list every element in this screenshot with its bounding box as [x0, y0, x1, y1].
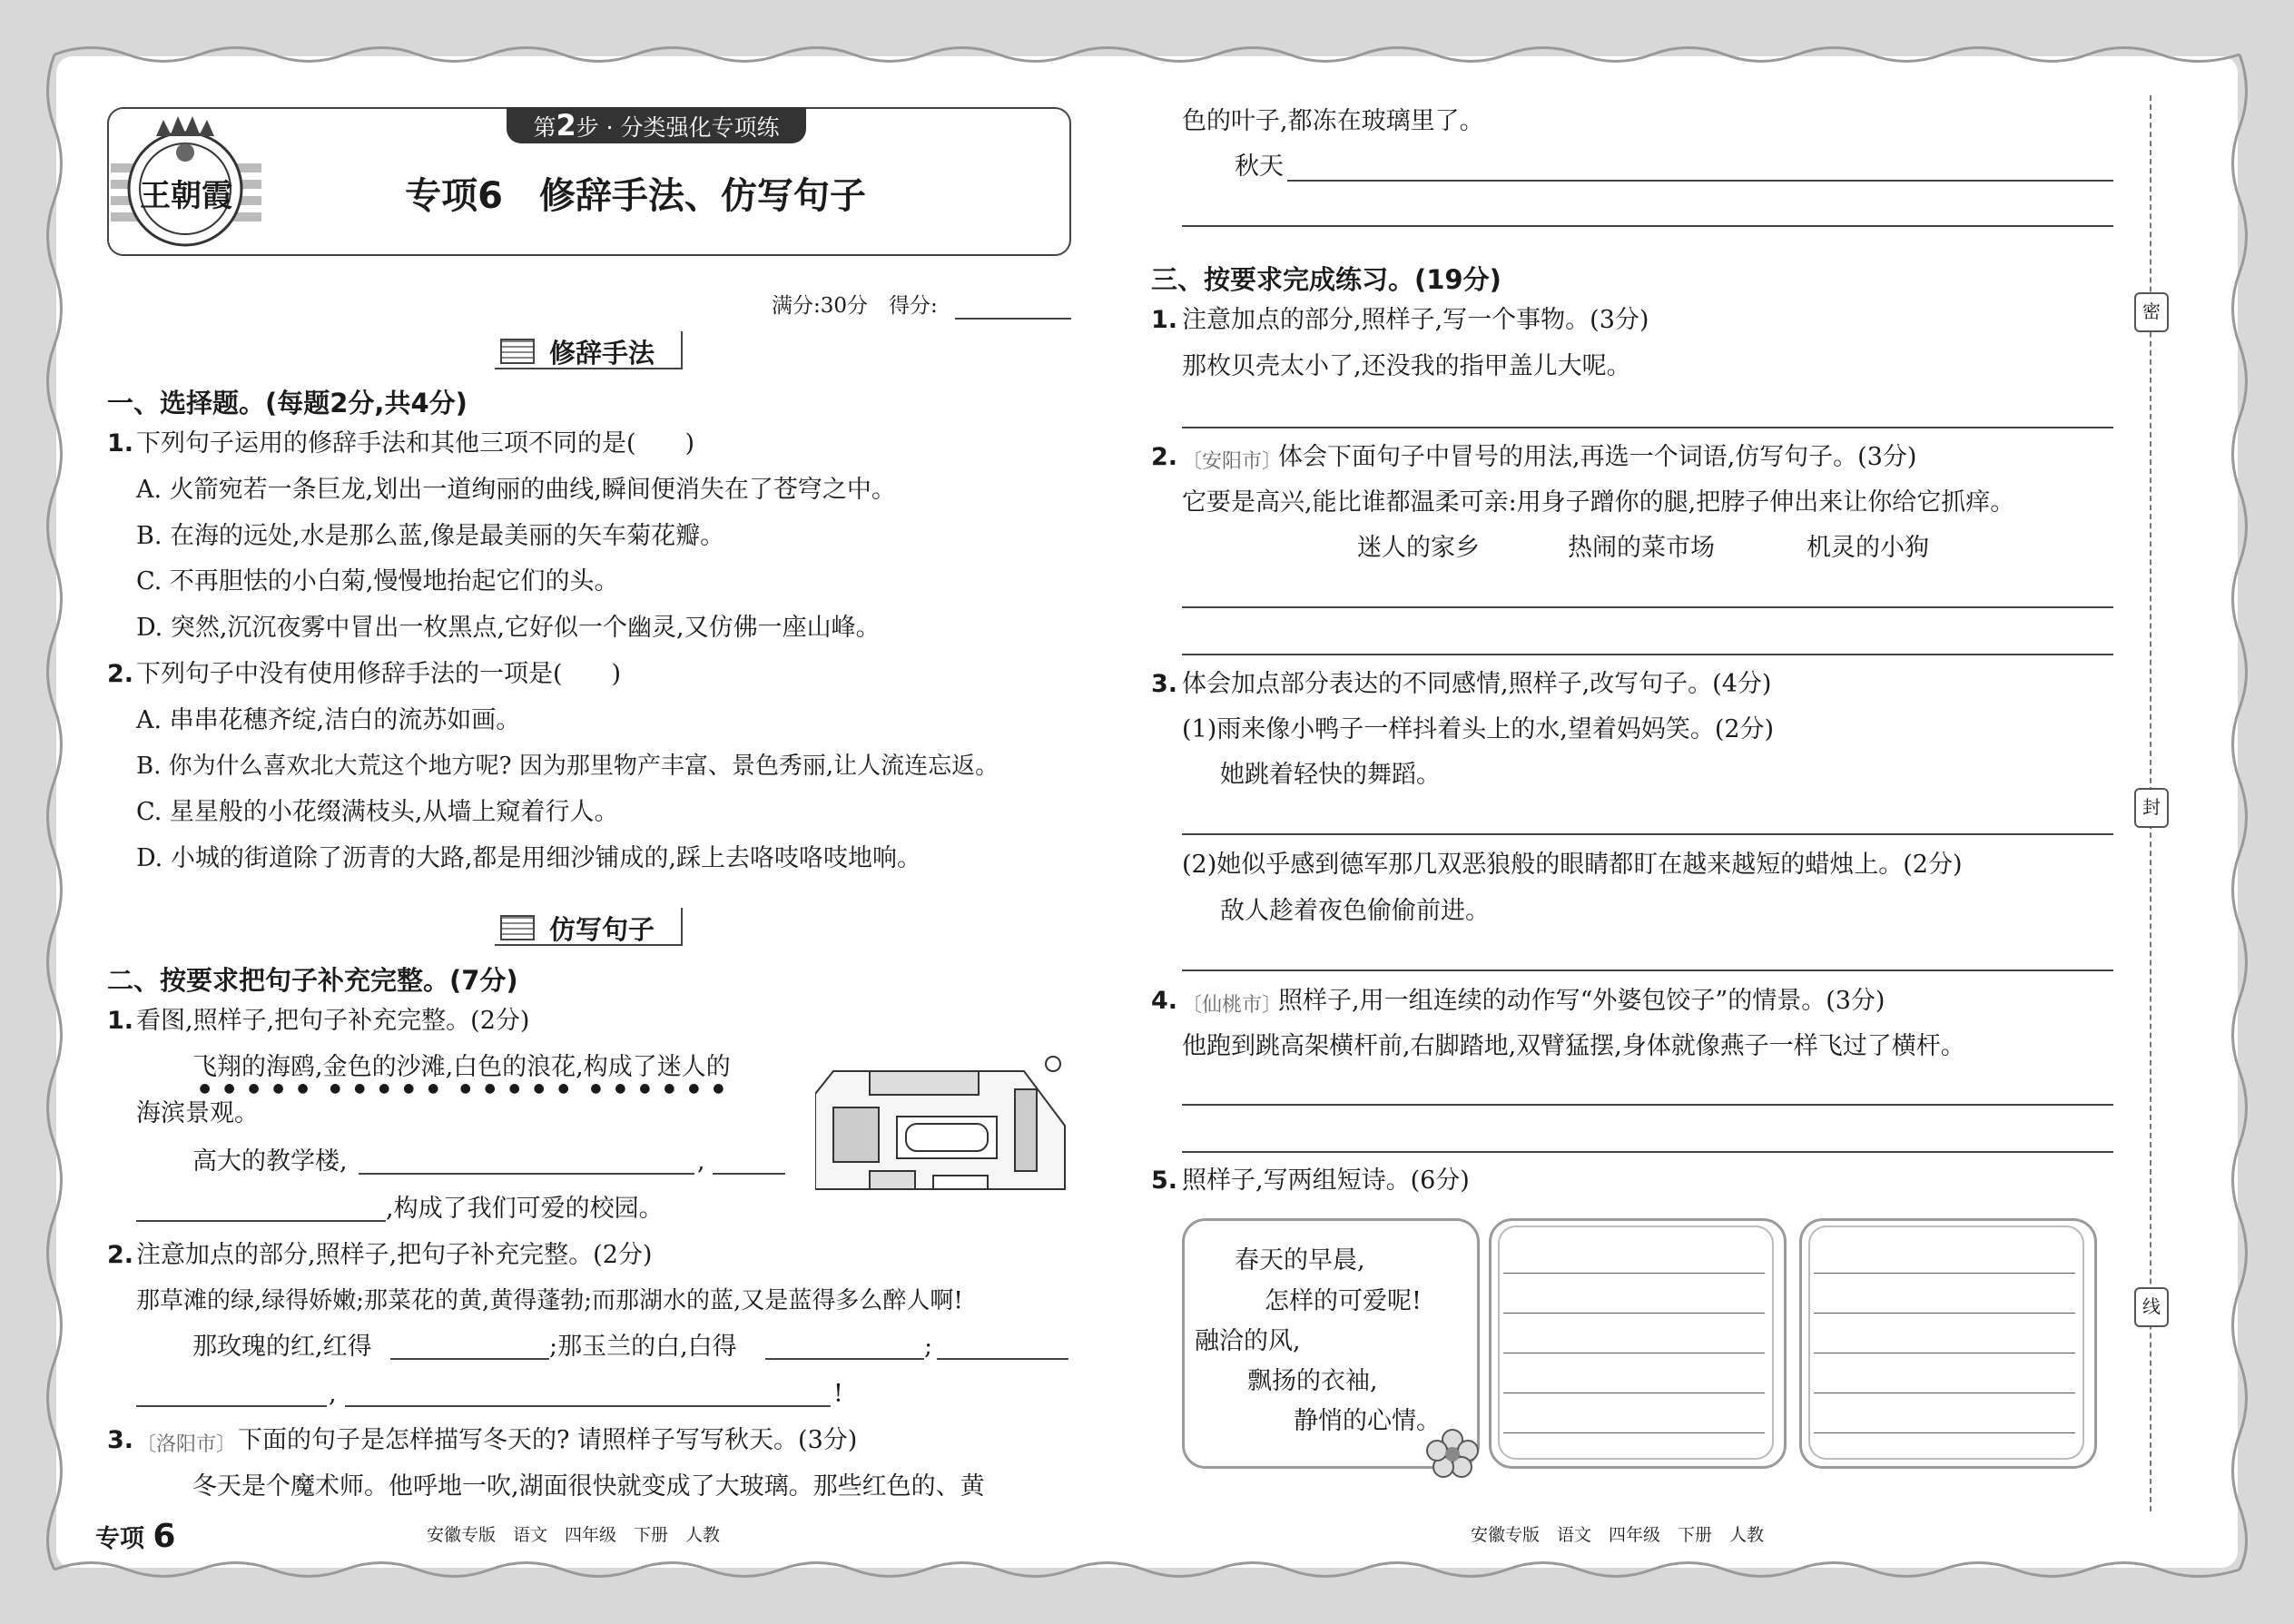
answer2-line-5[interactable] [1814, 1432, 2075, 1433]
r5-number: 5. [1151, 1166, 1178, 1195]
campus-illustration [815, 1053, 1071, 1194]
autumn-blank-2[interactable] [1182, 225, 2113, 227]
score-label: 满分:30分 得分: [772, 294, 938, 318]
s2q2-blank-2[interactable] [765, 1358, 924, 1360]
answer2-line-2[interactable] [1814, 1313, 2075, 1314]
q1-number: 1. [107, 429, 134, 458]
s2q3-number: 3. [107, 1426, 134, 1454]
r3-sub2-sentence: 敌人趁着夜色偷偷前进。 [1220, 897, 1490, 925]
s2q2-number: 2. [107, 1241, 134, 1269]
poem-line-2: 怎样的可爱呢! [1265, 1287, 1422, 1315]
logo [111, 109, 261, 251]
banner-imitation [495, 908, 683, 946]
q2-stem: 下列句子中没有使用修辞手法的一项是( ) [136, 660, 622, 688]
r2-word-1: 迷人的家乡 [1357, 534, 1480, 562]
q1-option-a[interactable]: A. 火箭宛若一条巨龙,划出一道绚丽的曲线,瞬间便消失在了苍穹之中。 [136, 476, 896, 504]
autumn-label: 秋天 [1235, 153, 1284, 181]
section-2-heading: 二、按要求把句子补充完整。(7分) [107, 965, 518, 996]
r4-source-tag: 〔仙桃市〕 [1182, 994, 1283, 1017]
answer1-line-2[interactable] [1503, 1313, 1765, 1314]
r2-word-2: 热闹的菜市场 [1568, 534, 1715, 562]
s2q2-blank-5[interactable] [345, 1405, 831, 1407]
s2q1-example-line1: 飞翔的海鸥,金色的沙滩,白色的浪花,构成了迷人的 [192, 1053, 731, 1081]
r1-stem: 注意加点的部分,照样子,写一个事物。(3分) [1182, 306, 1649, 334]
s2q1-blank-2[interactable] [713, 1173, 785, 1175]
q2-option-c[interactable]: C. 星星般的小花缀满枝头,从墙上窥着行人。 [136, 798, 619, 826]
footer-left-meta: 安徽专版 语文 四年级 下册 人教 [427, 1525, 721, 1545]
r2-word-3: 机灵的小狗 [1807, 534, 1929, 562]
banner-rhetoric-label: 修辞手法 [549, 338, 655, 369]
r1-number: 1. [1151, 306, 1178, 334]
s2q2-blank-1[interactable] [390, 1358, 549, 1360]
s2q3-example: 冬天是个魔术师。他呼地一吹,湖面很快就变成了大玻璃。那些红色的、黄 [192, 1472, 985, 1501]
r2-stem: 体会下面句子中冒号的用法,再选一个词语,仿写句子。(3分) [1278, 443, 1917, 471]
s2q1-number: 1. [107, 1007, 134, 1035]
r3-stem: 体会加点部分表达的不同感情,照样子,改写句子。(4分) [1182, 670, 1772, 698]
s2q2-comma: , [329, 1380, 337, 1408]
s2q3-stem: 下面的句子是怎样描写冬天的? 请照样子写写秋天。(3分) [238, 1426, 858, 1454]
s2q2-semicolon: ; [924, 1333, 933, 1361]
s2q2-stem: 注意加点的部分,照样子,把句子补充完整。(2分) [136, 1241, 653, 1269]
flower-icon [1421, 1423, 1484, 1478]
r2-number: 2. [1151, 443, 1178, 471]
q2-option-d[interactable]: D. 小城的街道除了沥青的大路,都是用细沙铺成的,踩上去咯吱咯吱地响。 [136, 844, 922, 872]
s2q1-stem: 看图,照样子,把句子补充完整。(2分) [136, 1007, 530, 1035]
step-tab [507, 107, 806, 143]
poem-line-5: 静悄的心情。 [1294, 1407, 1441, 1435]
answer-poem-inner-2 [1808, 1225, 2084, 1460]
book-icon [500, 915, 535, 940]
q1-option-d[interactable]: D. 突然,沉沉夜雾中冒出一枚黑点,它好似一个幽灵,又仿佛一座山峰。 [136, 614, 881, 642]
r3-sub1-blank[interactable] [1182, 833, 2113, 835]
s2q3-example-cont: 色的叶子,都冻在玻璃里了。 [1182, 107, 1484, 135]
s2q1-blank-1[interactable] [359, 1173, 694, 1175]
poem-line-1: 春天的早晨, [1235, 1246, 1365, 1275]
step-prefix: 第 [533, 114, 556, 141]
s2q1-fill-prefix: 高大的教学楼, [192, 1147, 348, 1176]
r1-example: 那枚贝壳太小了,还没我的指甲盖儿大呢。 [1182, 352, 1631, 380]
seal-mark-2: 封 [2134, 788, 2169, 828]
s2q1-blank-3[interactable] [136, 1220, 386, 1222]
r2-blank-2[interactable] [1182, 654, 2113, 655]
s2q1-example-line2: 海滨景观。 [136, 1099, 259, 1127]
q2-number: 2. [107, 660, 134, 688]
q1-option-b[interactable]: B. 在海的远处,水是那么蓝,像是最美丽的矢车菊花瓣。 [136, 522, 725, 550]
answer-poem-inner-1 [1498, 1225, 1774, 1460]
q1-stem: 下列句子运用的修辞手法和其他三项不同的是( ) [136, 429, 695, 458]
q2-option-a[interactable]: A. 串串花穗齐绽,洁白的流苏如画。 [136, 706, 521, 734]
r3-sub2: (2)她似乎感到德军那几双恶狼般的眼睛都盯在越来越短的蜡烛上。(2分) [1182, 851, 1963, 879]
r2-blank-1[interactable] [1182, 606, 2113, 608]
s2q3-source-tag: 〔洛阳市〕 [136, 1433, 237, 1456]
book-icon [500, 339, 535, 364]
section-1-heading: 一、选择题。(每题2分,共4分) [107, 388, 468, 418]
answer2-line-1[interactable] [1814, 1273, 2075, 1274]
score-blank[interactable] [955, 318, 1071, 320]
r3-sub1-sentence: 她跳着轻快的舞蹈。 [1220, 761, 1441, 789]
q1-option-c[interactable]: C. 不再胆怯的小白菊,慢慢地抬起它们的头。 [136, 567, 619, 595]
section-3-heading: 三、按要求完成练习。(19分) [1151, 264, 1501, 295]
page-title: 专项6 修辞手法、仿写句子 [405, 175, 866, 217]
footer-left-label [95, 1518, 175, 1555]
r3-sub1: (1)雨来像小鸭子一样抖着头上的水,望着妈妈笑。(2分) [1182, 715, 1775, 743]
banner-rhetoric [495, 331, 683, 369]
s2q2-fill-c: ! [833, 1380, 843, 1408]
footer-right-meta: 安徽专版 语文 四年级 下册 人教 [1471, 1525, 1765, 1545]
r4-number: 4. [1151, 987, 1178, 1015]
seal-mark-1: 密 [2134, 292, 2169, 332]
r2-source-tag: 〔安阳市〕 [1182, 450, 1283, 473]
s2q2-blank-4[interactable] [136, 1405, 327, 1407]
banner-imitation-label: 仿写句子 [549, 914, 655, 945]
step-suffix: 步 · 分类强化专项练 [576, 114, 780, 141]
footer-left-number: 6 [153, 1518, 176, 1555]
answer1-line-5[interactable] [1503, 1432, 1765, 1433]
r1-blank[interactable] [1182, 427, 2113, 428]
footer-left-text: 专项 [95, 1525, 144, 1553]
r4-stem: 照样子,用一组连续的动作写“外婆包饺子”的情景。(3分) [1278, 987, 1885, 1015]
seal-mark-3: 线 [2134, 1287, 2169, 1327]
r3-sub2-blank[interactable] [1182, 969, 2113, 971]
r5-stem: 照样子,写两组短诗。(6分) [1182, 1166, 1470, 1195]
s2q1-comma: , [697, 1147, 705, 1176]
q2-option-b[interactable]: B. 你为什么喜欢北大荒这个地方呢? 因为那里物产丰富、景色秀丽,让人流连忘返。 [136, 753, 999, 780]
s2q2-fill-a: 那玫瑰的红,红得 [192, 1333, 372, 1361]
r3-number: 3. [1151, 670, 1178, 698]
r4-blank-1[interactable] [1182, 1104, 2113, 1106]
r4-example: 他跑到跳高架横杆前,右脚踏地,双臂猛摆,身体就像燕子一样飞过了横杆。 [1182, 1032, 1965, 1060]
r2-example: 它要是高兴,能比谁都温柔可亲:用身子蹭你的腿,把脖子伸出来让你给它抓痒。 [1182, 488, 2015, 517]
logo-text: 王朝霞 [140, 178, 232, 214]
poem-line-3: 融洽的风, [1195, 1327, 1301, 1355]
s2q2-example: 那草滩的绿,绿得娇嫩;那菜花的黄,黄得蓬勃;而那湖水的蓝,又是蓝得多么醉人啊! [136, 1287, 963, 1314]
answer1-line-1[interactable] [1503, 1273, 1765, 1274]
poem-line-4: 飘扬的衣袖, [1247, 1367, 1378, 1395]
step-number: 2 [556, 108, 576, 143]
s2q1-fill-suffix: ,构成了我们可爱的校园。 [386, 1195, 664, 1223]
r4-blank-2[interactable] [1182, 1151, 2113, 1153]
s2q2-fill-b: ;那玉兰的白,白得 [549, 1333, 737, 1361]
autumn-blank-1[interactable] [1287, 180, 2113, 182]
s2q2-blank-3[interactable] [937, 1358, 1068, 1360]
